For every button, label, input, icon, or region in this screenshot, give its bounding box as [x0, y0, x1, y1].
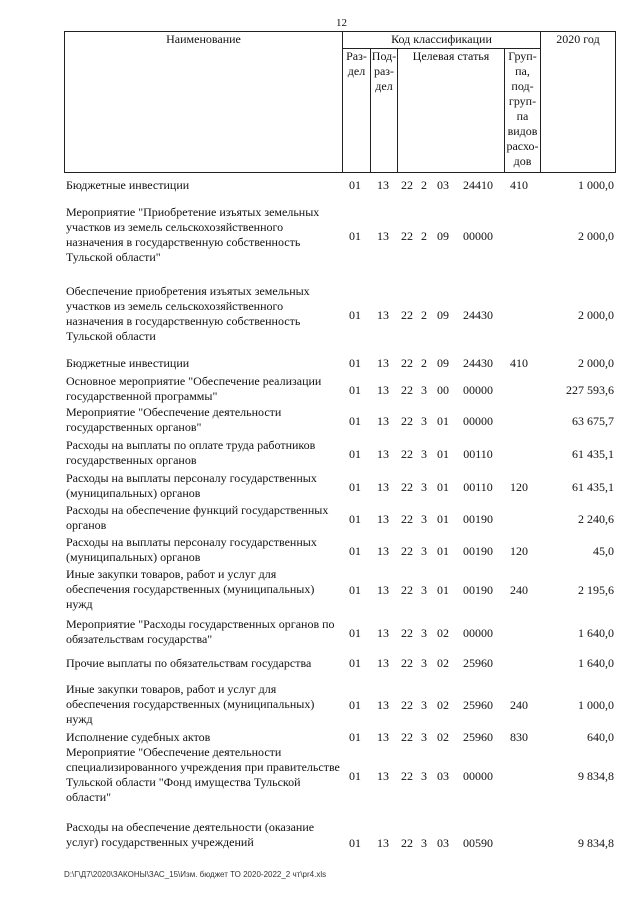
row-cell-s: 2 240,6: [578, 511, 614, 526]
row-name: Мероприятие "Приобретение изъятых земельных участков из земель сельскохозяйственного назначения в государственную собственность Тульской области": [66, 205, 320, 264]
row-cell-c4: 00000: [463, 768, 493, 783]
row-name: Расходы на обеспечение деятельности (оказание услуг) государственных учреждений: [66, 820, 315, 849]
row-name: Иные закупки товаров, работ и услуг для обеспечения государственных (муниципальных) нужд: [66, 682, 315, 726]
row-name: Мероприятие "Обеспечение деятельности государственных органов": [66, 405, 282, 434]
row-cell-r: 01: [349, 511, 361, 526]
row-cell-c1: 22: [401, 625, 413, 640]
row-cell-p: 13: [377, 768, 389, 783]
row-cell-c1: 22: [401, 178, 413, 192]
row-name: Бюджетные инвестиции: [66, 178, 190, 192]
row-cell-s: 2 000,0: [578, 356, 614, 370]
row-cell-c3: 03: [437, 768, 449, 783]
header-razdel: Раз- дел: [343, 49, 371, 173]
row-cell-s: 227 593,6: [566, 382, 614, 397]
row-cell-c1: 22: [401, 730, 413, 744]
row-cell-p: 13: [377, 307, 389, 322]
row-cell-c4: 00190: [463, 583, 493, 597]
row-cell-g: 120: [510, 479, 528, 494]
row-cell-g: 240: [510, 698, 528, 712]
row-name: Расходы на выплаты персоналу государственных (муниципальных) органов: [66, 471, 317, 500]
row-cell-r: 01: [349, 228, 361, 243]
row-cell-r: 01: [349, 178, 361, 192]
row-cell-c1: 22: [401, 656, 413, 670]
row-cell-c3: 09: [437, 307, 449, 322]
row-cell-c3: 01: [437, 511, 449, 526]
header-grp: Груп- па, под- груп- па видов расхо- дов: [505, 49, 541, 173]
row-cell-c2: 3: [421, 730, 427, 744]
row-cell-p: 13: [377, 625, 389, 640]
row-cell-r: 01: [349, 698, 361, 712]
header-year: 2020 год: [541, 32, 616, 173]
row-cell-c4: 00000: [463, 382, 493, 397]
row-cell-r: 01: [349, 307, 361, 322]
row-cell-c4: 00000: [463, 625, 493, 640]
row-cell-r: 01: [349, 356, 361, 370]
row-cell-r: 01: [349, 730, 361, 744]
row-cell-s: 2 000,0: [578, 307, 614, 322]
row-cell-c3: 09: [437, 228, 449, 243]
row-cell-r: 01: [349, 382, 361, 397]
row-cell-r: 01: [349, 446, 361, 461]
row-cell-c2: 2: [421, 228, 427, 243]
row-cell-r: 01: [349, 479, 361, 494]
row-cell-c4: 00110: [463, 479, 493, 494]
row-cell-c1: 22: [401, 543, 413, 558]
header-name: Наименование: [65, 32, 343, 173]
row-name: Расходы на обеспечение функций государственных органов: [66, 503, 329, 532]
row-cell-p: 13: [377, 730, 389, 744]
row-cell-p: 13: [377, 511, 389, 526]
row-cell-c1: 22: [401, 446, 413, 461]
row-cell-s: 61 435,1: [572, 479, 614, 494]
row-cell-p: 13: [377, 228, 389, 243]
row-cell-c4: 00000: [463, 413, 493, 428]
row-cell-c2: 3: [421, 836, 427, 850]
row-cell-p: 13: [377, 836, 389, 850]
row-cell-p: 13: [377, 583, 389, 597]
row-cell-s: 63 675,7: [572, 413, 614, 428]
row-name: Иные закупки товаров, работ и услуг для обеспечения государственных (муниципальных) нужд: [66, 567, 315, 611]
row-cell-s: 1 000,0: [578, 698, 614, 712]
row-cell-c2: 2: [421, 178, 427, 192]
row-cell-p: 13: [377, 698, 389, 712]
row-cell-r: 01: [349, 768, 361, 783]
row-cell-c4: 00110: [463, 446, 493, 461]
row-cell-c1: 22: [401, 413, 413, 428]
row-cell-c1: 22: [401, 382, 413, 397]
row-cell-c1: 22: [401, 698, 413, 712]
row-cell-p: 13: [377, 382, 389, 397]
row-cell-r: 01: [349, 543, 361, 558]
row-cell-c2: 3: [421, 479, 427, 494]
row-cell-c2: 3: [421, 413, 427, 428]
row-cell-c1: 22: [401, 356, 413, 370]
row-cell-c2: 3: [421, 511, 427, 526]
row-cell-c3: 00: [437, 382, 449, 397]
row-cell-c3: 01: [437, 413, 449, 428]
row-cell-s: 2 195,6: [578, 583, 614, 597]
row-cell-r: 01: [349, 413, 361, 428]
row-cell-c3: 02: [437, 656, 449, 670]
row-cell-c1: 22: [401, 511, 413, 526]
row-cell-c1: 22: [401, 479, 413, 494]
row-cell-c3: 02: [437, 625, 449, 640]
row-cell-r: 01: [349, 625, 361, 640]
row-cell-c4: 00190: [463, 511, 493, 526]
row-cell-c3: 02: [437, 730, 449, 744]
row-cell-p: 13: [377, 543, 389, 558]
row-cell-s: 61 435,1: [572, 446, 614, 461]
row-cell-p: 13: [377, 656, 389, 670]
row-cell-p: 13: [377, 178, 389, 192]
row-cell-g: 410: [510, 178, 528, 192]
row-cell-c2: 2: [421, 307, 427, 322]
row-cell-c3: 02: [437, 698, 449, 712]
row-cell-c4: 24410: [463, 178, 493, 192]
row-cell-p: 13: [377, 413, 389, 428]
row-name: Бюджетные инвестиции: [66, 356, 190, 370]
row-cell-c3: 03: [437, 836, 449, 850]
row-name: Расходы на выплаты персоналу государственных (муниципальных) органов: [66, 535, 317, 564]
row-cell-c4: 00190: [463, 543, 493, 558]
row-cell-s: 640,0: [587, 730, 614, 744]
row-cell-c4: 00590: [463, 836, 493, 850]
row-cell-s: 9 834,8: [578, 768, 614, 783]
row-cell-s: 45,0: [593, 543, 614, 558]
row-cell-c4: 00000: [463, 228, 493, 243]
row-cell-c2: 3: [421, 543, 427, 558]
row-name: Обеспечение приобретения изъятых земельных участков из земель сельскохозяйственного назначения в государственную собственность Тульской области: [66, 284, 310, 343]
row-cell-c1: 22: [401, 836, 413, 850]
row-cell-c3: 01: [437, 543, 449, 558]
page-number: 12: [336, 17, 347, 29]
row-cell-s: 9 834,8: [578, 836, 614, 850]
row-cell-c3: 01: [437, 479, 449, 494]
header-celev: Целевая статья: [398, 49, 505, 173]
row-name: Исполнение судебных актов: [66, 730, 211, 744]
row-cell-s: 2 000,0: [578, 228, 614, 243]
row-name: Прочие выплаты по обязательствам государства: [66, 656, 312, 670]
row-cell-c2: 3: [421, 382, 427, 397]
row-cell-c2: 3: [421, 698, 427, 712]
footer-path: D:\Г\Д7\2020\ЗАКОНЫ\ЗАС_15\Изм. бюджет ТО 2020-2022_2 чт\pr4.xls: [64, 870, 327, 879]
header-podrazdel: Под- раз- дел: [371, 49, 398, 173]
row-cell-c3: 09: [437, 356, 449, 370]
row-cell-p: 13: [377, 479, 389, 494]
row-cell-c3: 01: [437, 446, 449, 461]
row-cell-c2: 2: [421, 356, 427, 370]
row-name: Мероприятие "Обеспечение деятельности специализированного учреждения при правительстве Тульской области "Фонд имущества Тульской области": [66, 745, 340, 804]
row-name: Мероприятие "Расходы государственных органов по обязательствам государства": [66, 617, 335, 646]
row-cell-g: 830: [510, 730, 528, 744]
row-cell-p: 13: [377, 356, 389, 370]
row-cell-c2: 3: [421, 625, 427, 640]
row-cell-c1: 22: [401, 768, 413, 783]
row-cell-c2: 3: [421, 583, 427, 597]
row-name: Основное мероприятие "Обеспечение реализации государственной программы": [66, 374, 322, 403]
row-cell-c1: 22: [401, 228, 413, 243]
row-cell-c4: 25960: [463, 698, 493, 712]
row-cell-c2: 3: [421, 656, 427, 670]
row-cell-c1: 22: [401, 583, 413, 597]
row-cell-s: 1 000,0: [578, 178, 614, 192]
header-code: Код классификации: [343, 32, 541, 49]
row-cell-c2: 3: [421, 768, 427, 783]
row-cell-g: 120: [510, 543, 528, 558]
row-cell-g: 410: [510, 356, 528, 370]
row-cell-p: 13: [377, 446, 389, 461]
row-cell-c4: 24430: [463, 307, 493, 322]
row-cell-c4: 25960: [463, 730, 493, 744]
row-cell-r: 01: [349, 656, 361, 670]
row-cell-g: 240: [510, 583, 528, 597]
row-cell-c1: 22: [401, 307, 413, 322]
row-cell-c3: 01: [437, 583, 449, 597]
row-cell-s: 1 640,0: [578, 656, 614, 670]
row-cell-c2: 3: [421, 446, 427, 461]
row-cell-s: 1 640,0: [578, 625, 614, 640]
row-cell-r: 01: [349, 836, 361, 850]
row-cell-c4: 25960: [463, 656, 493, 670]
row-name: Расходы на выплаты по оплате труда работников государственных органов: [66, 438, 316, 467]
row-cell-r: 01: [349, 583, 361, 597]
table-header: [64, 31, 616, 173]
row-cell-c3: 03: [437, 178, 449, 192]
row-cell-c4: 24430: [463, 356, 493, 370]
